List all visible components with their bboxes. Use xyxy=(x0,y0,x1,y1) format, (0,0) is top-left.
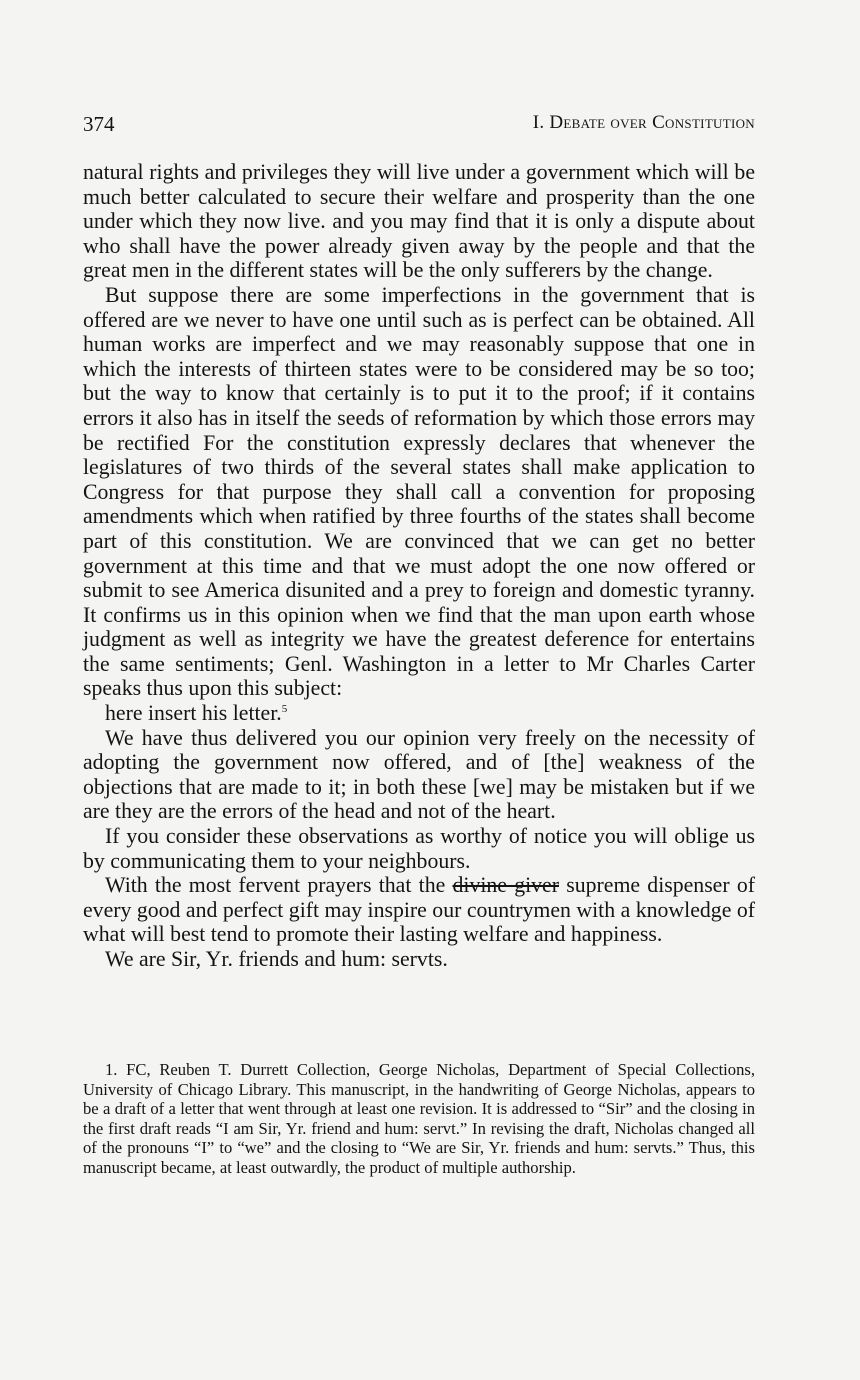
running-head: I. Debate over Constitution xyxy=(532,112,755,133)
footnote-reference: 5 xyxy=(281,703,288,716)
paragraph-closing: We are Sir, Yr. friends and hum: servts. xyxy=(105,947,448,971)
paragraph-neighbours: If you consider these observations as worthy of notice you will oblige us by communicating them to your neighbours. xyxy=(83,824,755,873)
paragraph-prayers xyxy=(83,873,755,947)
paragraph-insert-letter xyxy=(83,701,755,726)
paragraph-opinion: We have thus delivered you our opinion very freely on the necessity of adopting the government now offered, and of [the] weakness of the objections that are made to it; in both these [we] may be mistaken but if we are they are the errors of the head and not of the heart. xyxy=(83,725,755,824)
insert-letter-text: here insert his letter. xyxy=(105,701,282,726)
body-text xyxy=(83,160,755,972)
footnote-1: 1. FC, Reuben T. Durrett Collection, George Nicholas, Department of Special Collections, University of Chicago Library. This manuscript, in the handwriting of George Nicholas, appears to be a draft of a letter that went through at least one revision. It is addressed to “Sir” and the closing in the first draft reads “I am Sir, Yr. friend and hum: servt.” In revising the draft, Nicholas changed all of the pronouns “I” to “we” and the closing to “We are Sir, Yr. friends and hum: servts.” Thus, this manuscript became, at least outwardly, the product of multiple authorship. xyxy=(83,1060,755,1177)
paragraph-imperfections: But suppose there are some imperfections in the government that is offered are we never to have one until such as is perfect can be obtained. All human works are imperfect and we may reasonably suppose that one in which the interests of thirteen states were to be considered may be so too; but the way to know that certainly is to put it to the proof; if it contains errors it also has in itself the seeds of reformation by which those errors may be rectified For the constitution expressly declares that whenever the legislatures of two thirds of the several states shall make application to Congress for that purpose they shall call a convention for proposing amendments which when ratified by three fourths of the states shall become part of this constitution. We are convinced that we can get no better government at this time and that we must adopt the one now offered or submit to see America disunited and a prey to foreign and domestic tyranny. It confirms us in this opinion when we find that the man upon earth whose judgment as well as integrity we have the greatest deference for entertains the same sentiments; Genl. Washington in a letter to Mr Charles Carter speaks thus upon this subject: xyxy=(83,282,755,701)
page-number: 374 xyxy=(83,112,115,136)
page-header xyxy=(83,112,755,140)
prayers-text-end: supreme dispenser of every good and perfect gift may inspire our countrymen with a knowledge of what will best tend to promote their lasting welfare and happiness. xyxy=(83,873,756,947)
footnotes xyxy=(83,1060,755,1178)
struck-text: divine giver xyxy=(452,873,559,898)
prayers-text-start: With the most fervent prayers that the xyxy=(105,873,453,898)
paragraph-continued: natural rights and privileges they will live under a government which will be much better calculated to secure their welfare and prosperity than the one under which they now live. and you may find that it is only a dispute about who shall have the power already given away by the people and that the great men in the different states will be the only sufferers by the change. xyxy=(83,160,755,283)
